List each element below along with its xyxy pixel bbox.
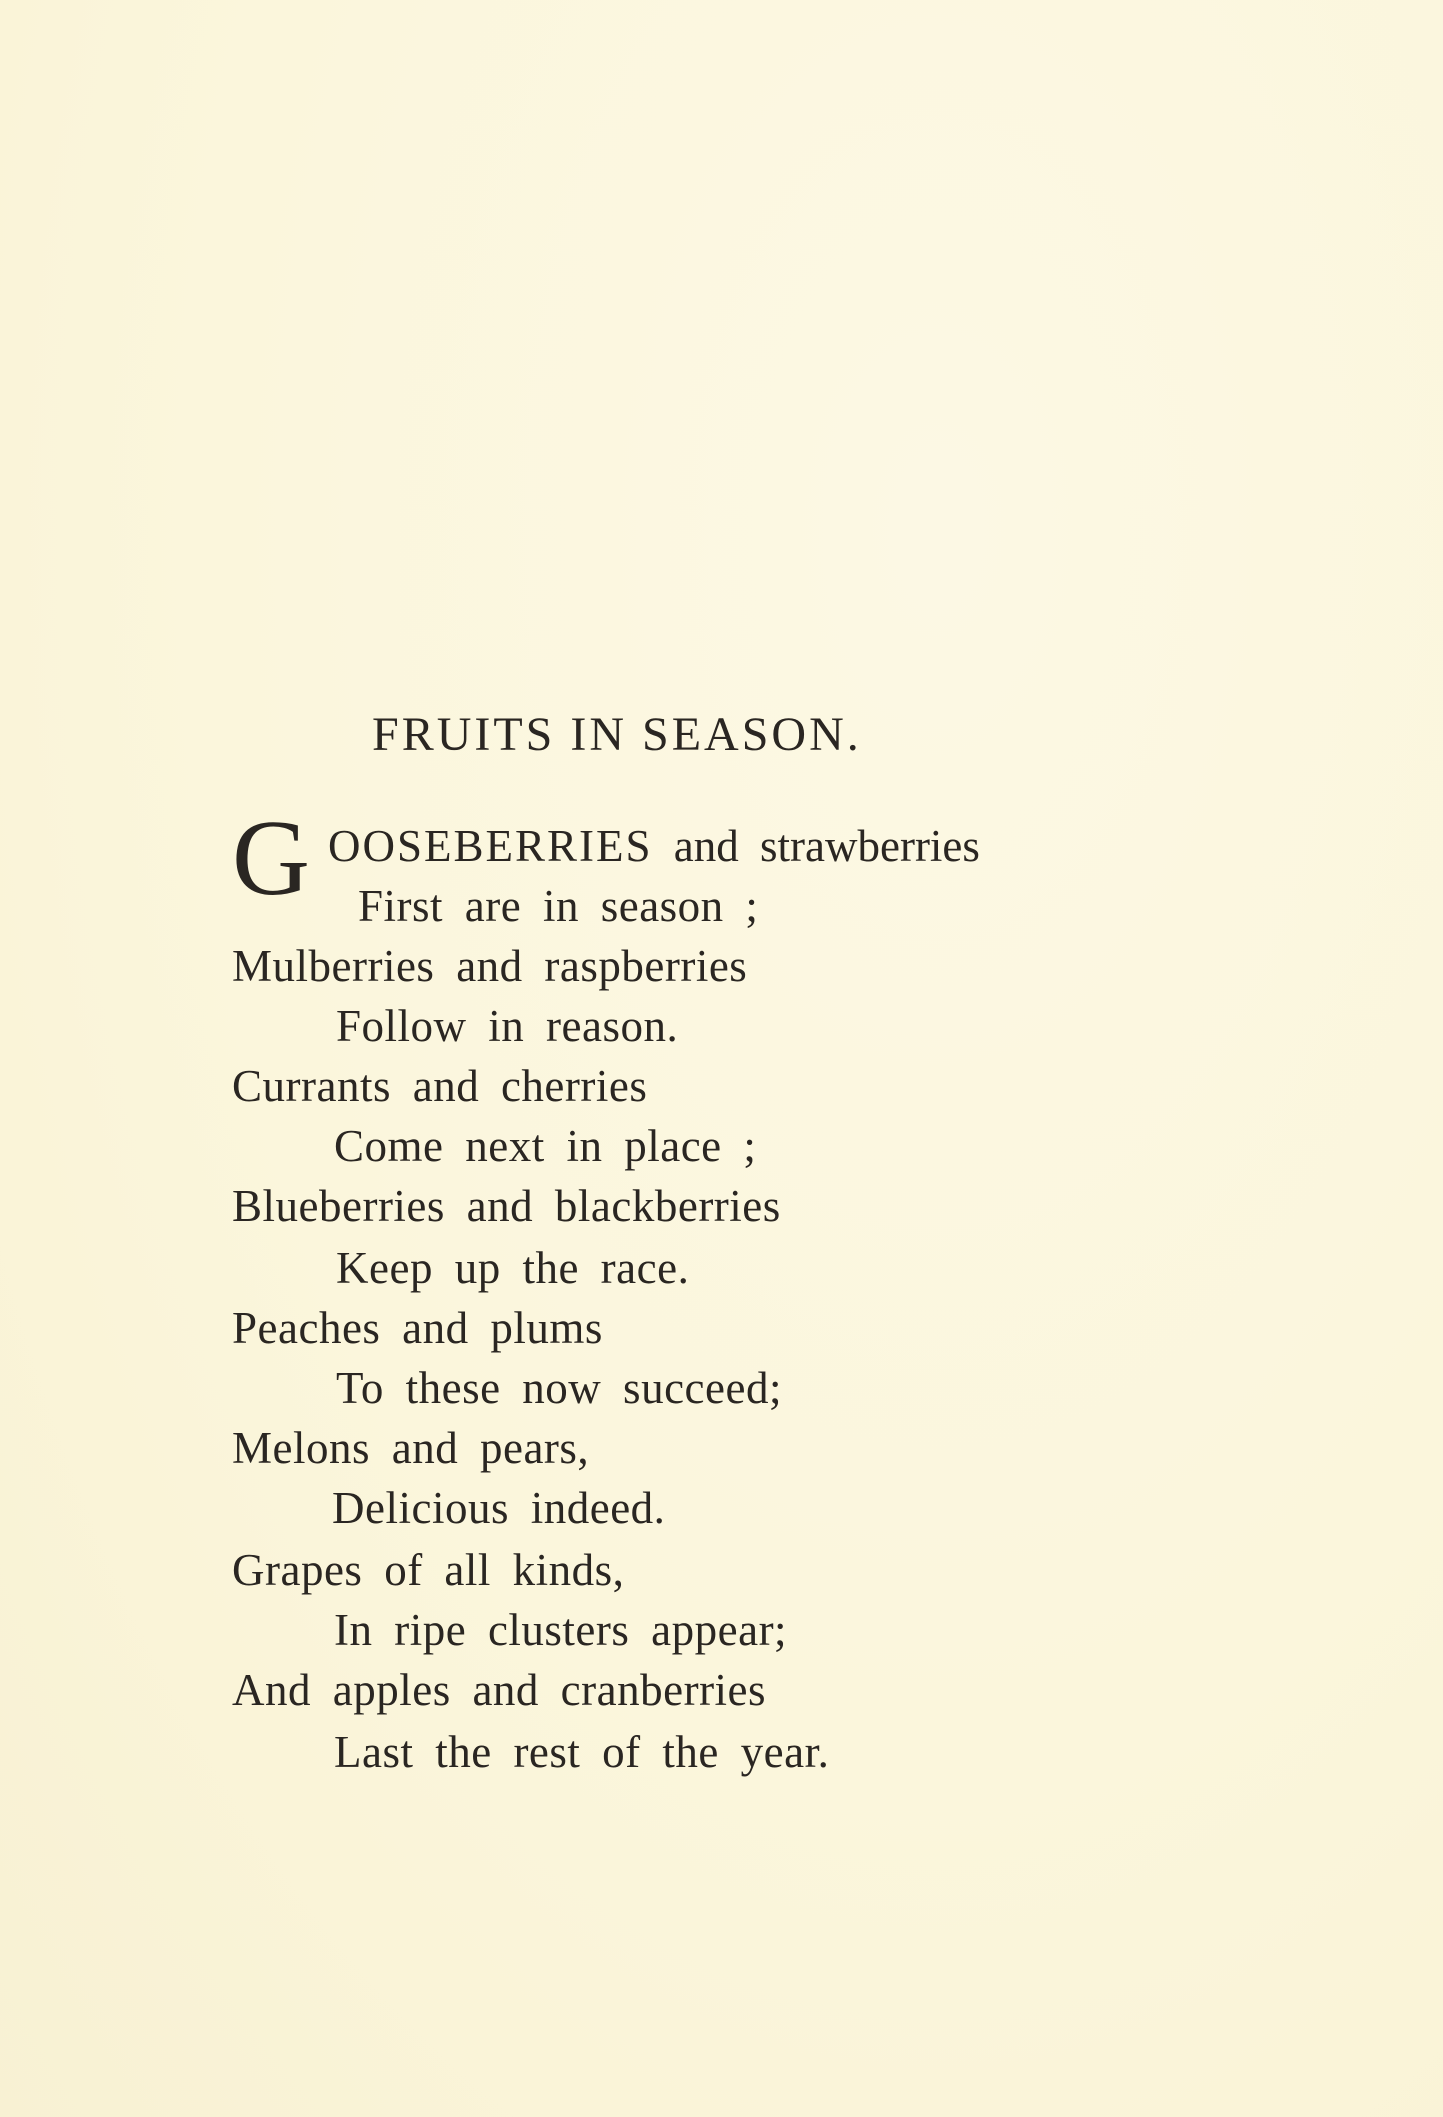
poem-line: Mulberries and raspberries — [232, 941, 748, 991]
poem-line: First are in season ; — [358, 881, 759, 931]
poem-line: Delicious indeed. — [332, 1483, 666, 1533]
poem-line: Last the rest of the year. — [334, 1727, 830, 1777]
poem-line: To these now succeed; — [336, 1363, 782, 1413]
poem-title: FRUITS IN SEASON. — [372, 708, 862, 761]
poem-line: In ripe clusters appear; — [334, 1605, 788, 1655]
poem-line: Currants and cherries — [232, 1061, 648, 1111]
poem-line-1 — [328, 818, 980, 874]
first-line-rest: and strawberries — [652, 821, 980, 871]
poem-line: Grapes of all kinds, — [232, 1545, 625, 1595]
poem-line: Peaches and plums — [232, 1303, 603, 1353]
poem-line: Melons and pears, — [232, 1423, 590, 1473]
drop-cap: G — [232, 799, 310, 918]
poem-line: Blueberries and blackberries — [232, 1181, 781, 1231]
poem-line: Keep up the race. — [336, 1243, 690, 1293]
poem-line: Follow in reason. — [336, 1001, 679, 1051]
poem-line: Come next in place ; — [334, 1121, 757, 1171]
poem-line: And apples and cranberries — [232, 1665, 767, 1715]
first-line-caps: OOSEBERRIES — [328, 821, 653, 871]
